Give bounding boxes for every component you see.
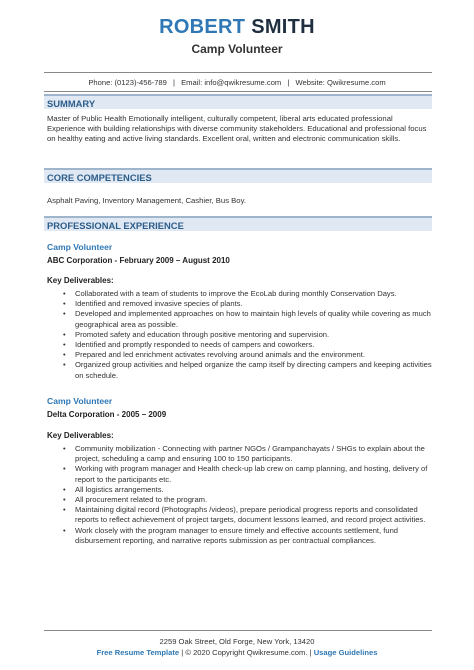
- separator: |: [287, 78, 290, 87]
- first-name: ROBERT: [159, 16, 246, 38]
- key-deliverables-label: Key Deliverables:: [47, 431, 114, 440]
- separator: |: [181, 648, 184, 657]
- usage-guidelines-link[interactable]: Usage Guidelines: [313, 648, 378, 657]
- bullet-item: • Maintaining digital record (Photographs /videos), prepare periodical progress reports and consolidated reports to reflect achievement of project targets, document lessons learned, and record project activities.: [63, 505, 433, 525]
- resume-header: [0, 0, 474, 57]
- summary-heading: SUMMARY: [44, 94, 432, 109]
- footer: [0, 636, 474, 658]
- email[interactable]: Email: info@qwikresume.com: [181, 78, 282, 87]
- job-bullets: [63, 444, 433, 546]
- header-divider-top: [44, 72, 432, 73]
- free-template-link[interactable]: Free Resume Template: [96, 648, 180, 657]
- key-deliverables-label: Key Deliverables:: [47, 276, 114, 285]
- bullet-item: • Work closely with the program manager to ensure timely and effective accounts settlement, fund disbursement reporting, and narrative reports submission as per contractual compliances.: [63, 526, 433, 546]
- job-role: Camp Volunteer: [47, 242, 113, 252]
- job-title: Camp Volunteer: [191, 42, 283, 56]
- copyright: © 2020 Copyright Qwikresume.com.: [185, 648, 308, 657]
- bullet-item: • Working with program manager and Health check-up lab crew on camp planning, and hosting, delivery of report to the participants etc.: [63, 464, 433, 484]
- bullet-item: • Community mobilization - Connecting with partner NGOs / Grampanchayats / SHGs to explain about the project, scheduling a camp and ensuring 100 to 150 participants.: [63, 444, 433, 464]
- job-employer: ABC Corporation - February 2009 – August 2010: [47, 256, 230, 265]
- footer-links: [0, 647, 474, 658]
- bullet-item: • Prepared and led enrichment activates revolving around animals and the environment.: [63, 350, 433, 360]
- bullet-item: • Developed and implemented approaches on how to maintain high levels of quality while covering as much geographical area as possible.: [63, 309, 433, 329]
- experience-heading: PROFESSIONAL EXPERIENCE: [44, 216, 432, 231]
- header-divider-bottom: [44, 91, 432, 92]
- candidate-name: [0, 15, 474, 39]
- last-name: SMITH: [251, 16, 315, 38]
- separator: |: [173, 78, 175, 87]
- footer-address: 2259 Oak Street, Old Forge, New York, 13420: [159, 637, 315, 646]
- bullet-item: • Identified and removed invasive species of plants.: [63, 299, 433, 309]
- job-bullets: [63, 289, 433, 381]
- bullet-item: • Organized group activities and helped organize the camp itself by directing campers and keeping activities on schedule.: [63, 360, 433, 380]
- bullet-item: • Promoted safety and education through positive mentoring and supervision.: [63, 330, 433, 340]
- bullet-item: • All logistics arrangements.: [63, 485, 433, 495]
- phone: Phone: (0123)-456-789: [88, 78, 167, 87]
- job-role: Camp Volunteer: [47, 396, 113, 406]
- bullet-item: • Identified and promptly responded to needs of campers and coworkers.: [63, 340, 433, 350]
- bullet-item: • Collaborated with a team of students to improve the EcoLab during monthly Conservation Days.: [63, 289, 433, 299]
- competencies-heading: CORE COMPETENCIES: [44, 168, 432, 183]
- bullet-item: • All procurement related to the program.: [63, 495, 433, 505]
- separator: |: [309, 648, 312, 657]
- website[interactable]: Website: Qwikresume.com: [295, 78, 386, 87]
- contact-line: [0, 78, 474, 87]
- job-employer: Delta Corporation - 2005 – 2009: [47, 410, 167, 419]
- footer-divider: [44, 630, 432, 631]
- summary-text: Master of Public Health Emotionally intelligent, culturally competent, liberal arts educated professional Experience with building relationships with diverse community stakeholders. Educational and professional focus on healthy eating and active living standards. Excellent oral, written and electronic communication skills.: [47, 114, 427, 144]
- competencies-text: Asphalt Paving, Inventory Management, Cashier, Bus Boy.: [47, 196, 246, 205]
